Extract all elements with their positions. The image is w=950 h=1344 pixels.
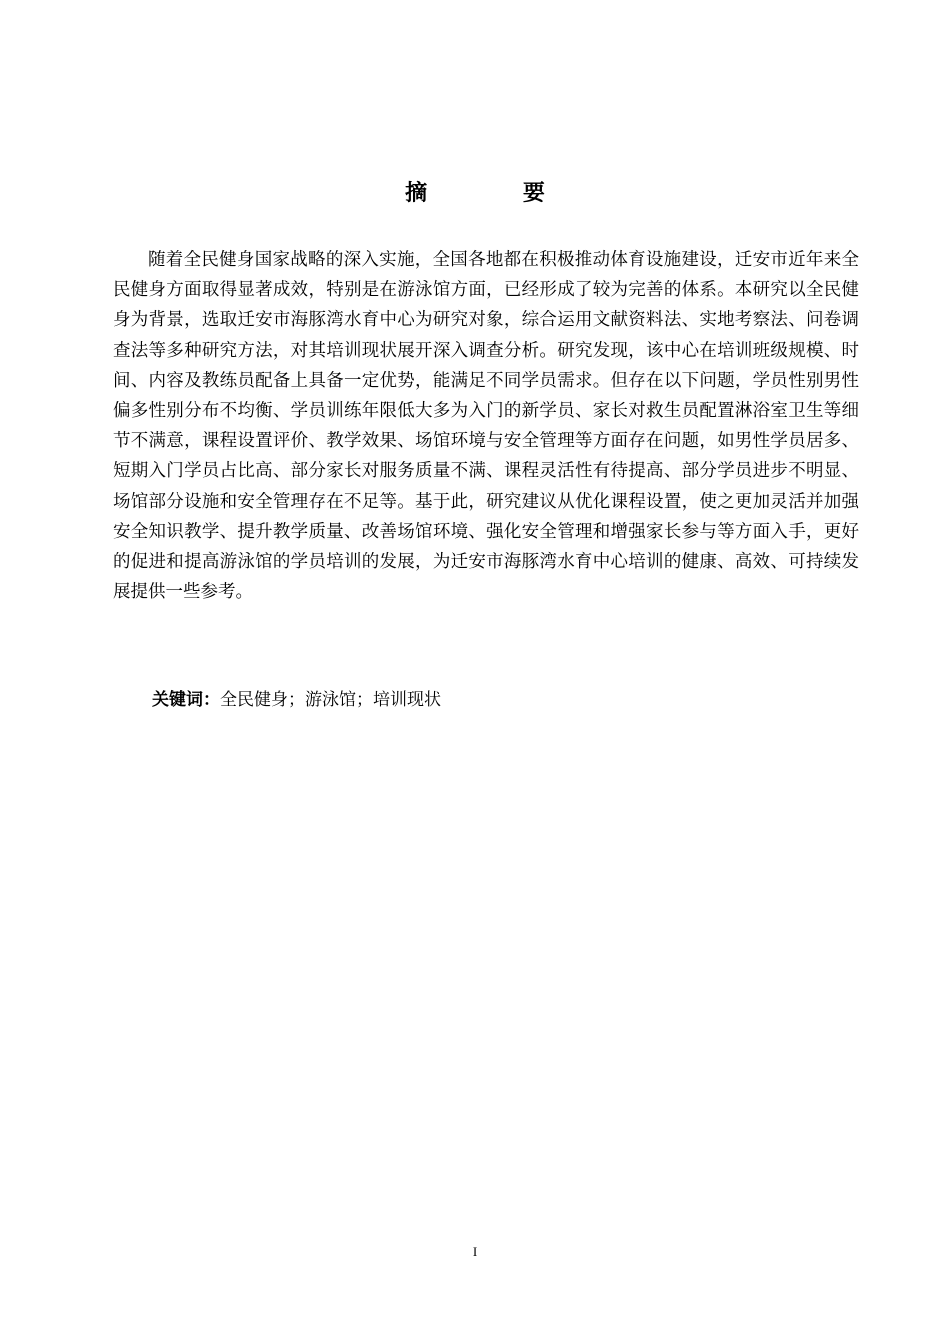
keywords-value: 全民健身；游泳馆；培训现状 (220, 690, 441, 710)
page-number: I (472, 1244, 478, 1259)
abstract-paragraph: 随着全民健身国家战略的深入实施，全国各地都在积极推动体育设施建设，迁安市近年来全民健身方面取得显著成效，特别是在游泳馆方面，已经形成了较为完善的体系。本研究以全民健身为背景，选取迁安市海豚湾水育中心为研究对象，综合运用文献资料法、实地考察法、问卷调查法等多种研究方法，对其培训现状展开深入调查分析。研究发现，该中心在培训班级规模、时间、内容及教练员配备上具备一定优势，能满足不同学员需求。但存在以下问题，学员性别男性偏多性别分布不均衡、学员训练年限低大多为入门的新学员、家长对救生员配置淋浴室卫生等细节不满意，课程设置评价、教学效果、场馆环境与安全管理等方面存在问题，如男性学员居多、短期入门学员占比高、部分家长对服务质量不满、课程灵活性有待提高、部分学员进步不明显、场馆部分设施和安全管理存在不足等。基于此，研究建议从优化课程设置，使之更加灵活并加强安全知识教学、提升教学质量、改善场馆环境、强化安全管理和增强家长参与等方面入手，更好的促进和提高游泳馆的学员培训的发展，为迁安市海豚湾水育中心培训的健康、高效、可持续发展提供一些参考。 (113, 250, 859, 603)
keywords-label: 关键词： (152, 690, 220, 710)
keywords-line (152, 686, 852, 714)
page-title: 摘 要 (405, 181, 589, 206)
